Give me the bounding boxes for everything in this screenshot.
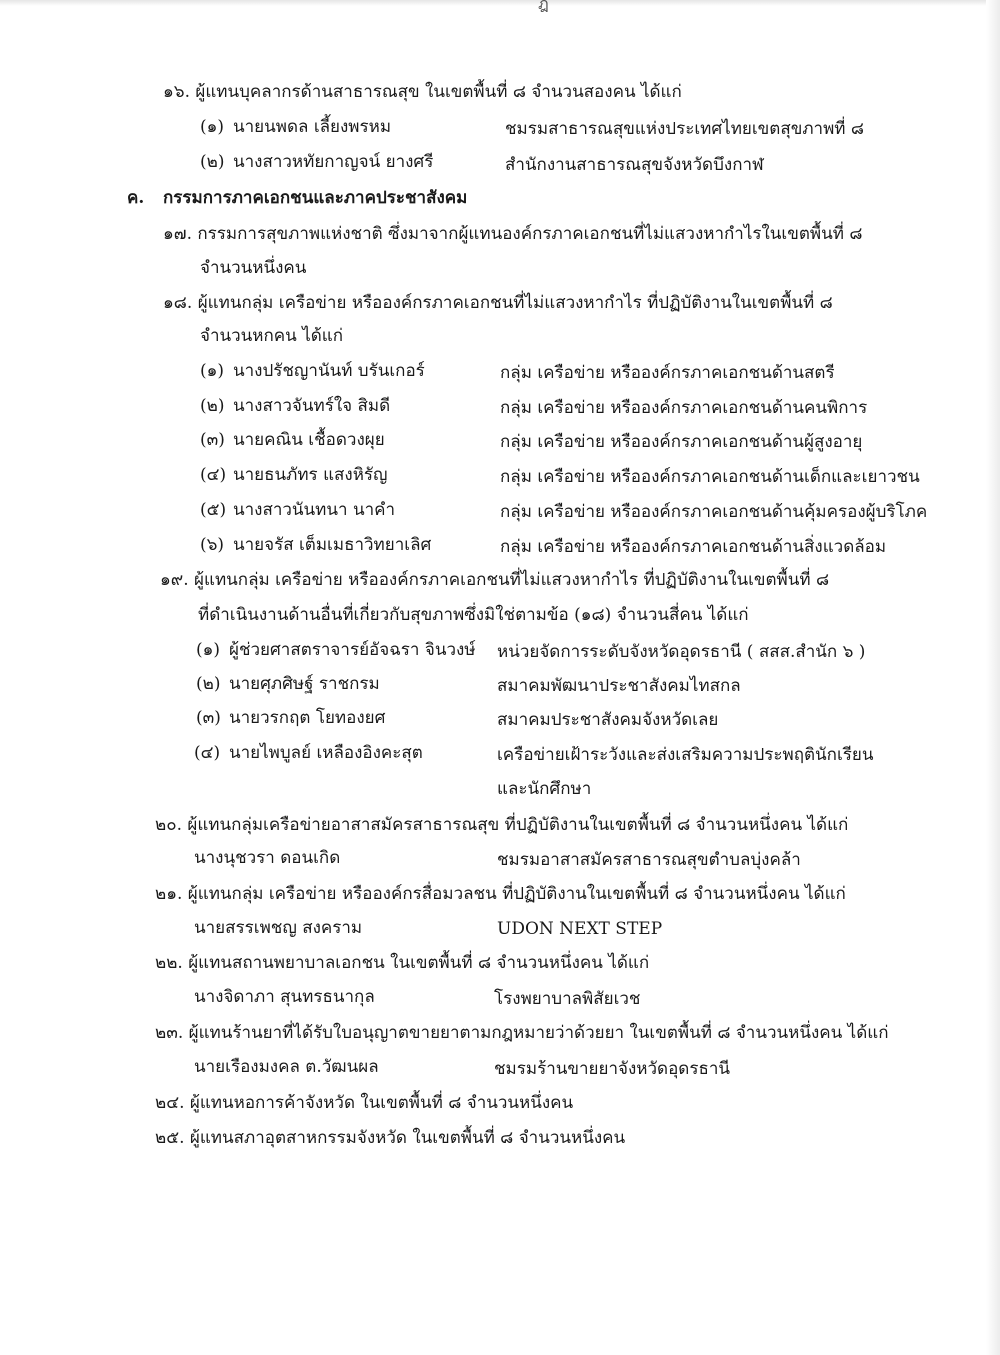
item-20-org: ชมรมอาสาสมัครสาธารณสุขตำบลบุ่งคล้า [497, 850, 801, 870]
item-18-member-1-name: นางปรัชญานันท์ บรันเกอร์ [233, 361, 425, 381]
item-18-member-6-org: กลุ่ม เครือข่าย หรือองค์กรภาคเอกชนด้านสิ่งแวดล้อม [500, 537, 887, 557]
item-19-member-4-org-continued: และนักศึกษา [497, 779, 592, 799]
item-16-member-2-name: นางสาวหทัยกาญจน์ ยางศรี [233, 152, 434, 172]
item-16-member-1-name: นายนพดล เลี้ยงพรหม [233, 117, 392, 137]
item-21-heading: ๒๑. ผู้แทนกลุ่ม เครือข่าย หรือองค์กรสื่อมวลชน ที่ปฏิบัติงานในเขตพื้นที่ ๘ จำนวนหนึ่งคน ได้แก่ [155, 884, 846, 904]
item-18-member-1-org: กลุ่ม เครือข่าย หรือองค์กรภาคเอกชนด้านสตรี [500, 363, 835, 383]
item-18-member-6-name: นายจรัส เต็มเมธาวิทยาเลิศ [233, 535, 432, 555]
item-18-member-1-number: (๑) [200, 361, 225, 381]
item-19-member-3-number: (๓) [196, 708, 221, 728]
item-18-member-2-org: กลุ่ม เครือข่าย หรือองค์กรภาคเอกชนด้านคนพิการ [500, 398, 868, 418]
item-18-member-5-name: นางสาวนันทนา นาคำ [233, 500, 396, 520]
item-21-org: UDON NEXT STEP [497, 919, 663, 939]
page-edge-top [0, 0, 1000, 6]
item-23-name: นายเรืองมงคล ต.วัฒนผล [194, 1057, 379, 1077]
item-22-heading: ๒๒. ผู้แทนสถานพยาบาลเอกชน ในเขตพื้นที่ ๘ จำนวนหนึ่งคน ได้แก่ [155, 953, 650, 973]
item-19-member-4-number: (๔) [194, 743, 221, 763]
item-18-member-6-number: (๖) [200, 535, 225, 555]
item-19-member-1-name: ผู้ช่วยศาสตราจารย์อัจฉรา จินวงษ์ [229, 640, 476, 660]
item-16-heading: ๑๖. ผู้แทนบุคลากรด้านสาธารณสุข ในเขตพื้นที่ ๘ จำนวนสองคน ได้แก่ [163, 82, 682, 102]
item-22-org: โรงพยาบาลพิสัยเวช [494, 989, 641, 1009]
item-18-member-5-number: (๕) [200, 500, 227, 520]
item-18-member-4-number: (๔) [200, 465, 227, 485]
item-19-member-2-name: นายศุภศิษฐ์ ราชกรม [229, 674, 380, 694]
item-18-member-4-name: นายธนภัทร แสงหิรัญ [233, 465, 388, 485]
page-edge-right [986, 0, 1000, 1355]
item-19-member-2-number: (๒) [196, 674, 221, 694]
item-24-heading: ๒๔. ผู้แทนหอการค้าจังหวัด ในเขตพื้นที่ ๘ จำนวนหนึ่งคน [155, 1093, 574, 1113]
section-title: กรรมการภาคเอกชนและภาคประชาสังคม [163, 188, 468, 208]
item-19-member-3-name: นายวรกฤต โยทองยศ [229, 708, 386, 728]
item-21-name: นายสรรเพชญ สงคราม [194, 918, 363, 938]
section-letter: ค. [127, 188, 145, 208]
item-18-line-1: ๑๘. ผู้แทนกลุ่ม เครือข่าย หรือองค์กรภาคเอกชนที่ไม่แสวงหากำไร ที่ปฏิบัติงานในเขตพื้นที่ ๘ [163, 293, 833, 313]
item-18-member-3-name: นายคณิน เชื้อดวงผุย [233, 430, 385, 450]
item-23-heading: ๒๓. ผู้แทนร้านยาที่ได้รับใบอนุญาตขายยาตามกฎหมายว่าด้วยยา ในเขตพื้นที่ ๘ จำนวนหนึ่งคน ได้แก่ [155, 1023, 889, 1043]
item-19-member-4-name: นายไพบูลย์ เหลืองอิงคะสุต [229, 743, 423, 763]
item-16-member-2-org: สำนักงานสาธารณสุขจังหวัดบึงกาฬ [505, 155, 764, 175]
item-16-member-2-number: (๒) [200, 152, 225, 172]
item-18-member-2-number: (๒) [200, 396, 225, 416]
item-20-heading: ๒๐. ผู้แทนกลุ่มเครือข่ายอาสาสมัครสาธารณสุข ที่ปฏิบัติงานในเขตพื้นที่ ๘ จำนวนหนึ่งคน ได้แก่ [155, 815, 849, 835]
item-17-line-2: จำนวนหนึ่งคน [200, 258, 307, 278]
item-18-line-2: จำนวนหกคน ได้แก่ [200, 326, 344, 346]
item-19-member-1-org: หน่วยจัดการระดับจังหวัดอุดรธานี ( สสส.สำนัก ๖ ) [497, 642, 866, 662]
item-19-line-1: ๑๙. ผู้แทนกลุ่ม เครือข่าย หรือองค์กรภาคเอกชนที่ไม่แสวงหากำไร ที่ปฏิบัติงานในเขตพื้นที่ ๘ [160, 570, 830, 590]
item-25-heading: ๒๕. ผู้แทนสภาอุตสาหกรรมจังหวัด ในเขตพื้นที่ ๘ จำนวนหนึ่งคน [155, 1128, 626, 1148]
page-top-mark: ฎ [538, 0, 549, 13]
item-18-member-4-org: กลุ่ม เครือข่าย หรือองค์กรภาคเอกชนด้านเด็กและเยาวชน [500, 467, 920, 487]
item-19-member-1-number: (๑) [196, 640, 221, 660]
item-18-member-3-number: (๓) [200, 430, 225, 450]
item-19-member-3-org: สมาคมประชาสังคมจังหวัดเลย [497, 710, 719, 730]
item-17-line-1: ๑๗. กรรมการสุขภาพแห่งชาติ ซึ่งมาจากผู้แทนองค์กรภาคเอกชนที่ไม่แสวงหากำไรในเขตพื้นที่ ๘ [163, 224, 863, 244]
item-18-member-2-name: นางสาวจันทร์ใจ สิมดี [233, 396, 391, 416]
item-22-name: นางจิดาภา สุนทรธนากุล [194, 987, 375, 1007]
item-19-member-2-org: สมาคมพัฒนาประชาสังคมไทสกล [497, 676, 741, 696]
item-18-member-3-org: กลุ่ม เครือข่าย หรือองค์กรภาคเอกชนด้านผู้สูงอายุ [500, 432, 863, 452]
item-20-name: นางนุชวรา ดอนเกิด [194, 848, 341, 868]
item-19-line-2: ที่ดำเนินงานด้านอื่นที่เกี่ยวกับสุขภาพซึ่งมิใช่ตามข้อ (๑๘) จำนวนสี่คน ได้แก่ [198, 605, 749, 625]
item-16-member-1-org: ชมรมสาธารณสุขแห่งประเทศไทยเขตสุขภาพที่ ๘ [505, 119, 865, 139]
item-16-member-1-number: (๑) [200, 117, 225, 137]
item-19-member-4-org: เครือข่ายเฝ้าระวังและส่งเสริมความประพฤตินักเรียน [497, 745, 874, 765]
item-18-member-5-org: กลุ่ม เครือข่าย หรือองค์กรภาคเอกชนด้านคุ้มครองผู้บริโภค [500, 502, 928, 522]
item-23-org: ชมรมร้านขายยาจังหวัดอุดรธานี [494, 1059, 730, 1079]
